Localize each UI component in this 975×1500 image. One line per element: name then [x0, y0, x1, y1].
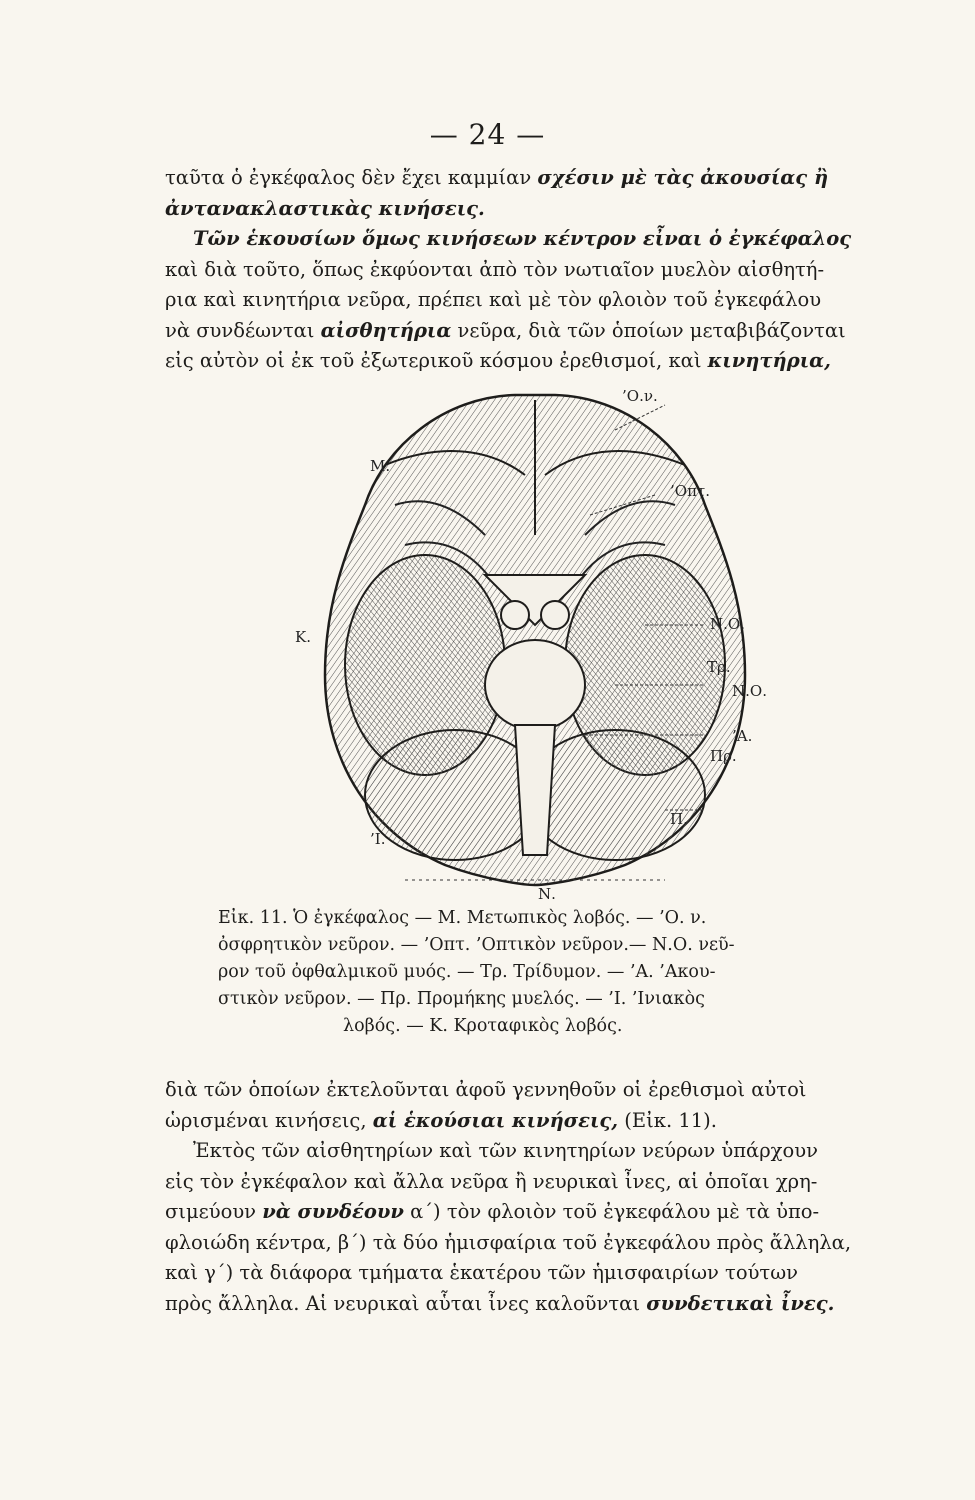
text-span: (Εἰκ. 11). [618, 1108, 717, 1132]
text-span: ταῦτα ὁ ἐγκέφαλος δὲν ἔχει καμμίαν [165, 166, 538, 189]
mammillary-body-left [501, 601, 529, 629]
paragraph-bottom [165, 1075, 895, 1319]
label-pr: Πρ. [710, 747, 737, 765]
brain-illustration [285, 385, 785, 910]
text-line [165, 194, 895, 225]
emphasis-text: κινητήρια, [707, 349, 831, 372]
text-line: φλοιώδη κέντρα, β΄) τὰ δύο ἡμισφαίρια τοῦ ἐγκεφάλου πρὸς ἄλληλα, [165, 1230, 852, 1254]
emphasis-text: νὰ συνδέουν [262, 1200, 404, 1223]
caption-line: ρον τοῦ ὀφθαλμικοῦ μυός. — Τρ. Τρίδυμον. — ’Α. ’Ακου- [218, 962, 716, 982]
text-line [165, 163, 895, 194]
caption-line: ὀσφρητικὸν νεῦρον. — ’Οπτ. ’Οπτικὸν νεῦρον.— Ν.Ο. νεῦ- [218, 935, 735, 955]
text-line [165, 346, 895, 377]
text-line [165, 1289, 895, 1320]
text-line [165, 316, 895, 347]
text-span: ὡρισμέναι κινήσεις, [165, 1108, 373, 1132]
emphasis-text: σχέσιν μὲ τὰς ἀκουσίας ἢ [537, 166, 829, 189]
label-i: ’Ι. [370, 830, 386, 848]
text-span: σιμεύουν [165, 1200, 263, 1223]
text-line: καὶ γ΄) τὰ διάφορα τμήματα ἑκατέρου τῶν ἡμισφαιρίων τούτων [165, 1261, 798, 1284]
text-line: διὰ τῶν ὁποίων ἐκτελοῦνται ἀφοῦ γεννηθοῦν οἱ ἐρεθισμοὶ αὐτοὶ [165, 1078, 807, 1101]
caption-line: Εἰκ. 11. Ὁ ἐγκέφαλος — Μ. Μετωπικὸς λοβός. — ’Ο. ν. [218, 908, 707, 928]
label-k: Κ. [295, 628, 311, 646]
label-n: Ν. [538, 885, 556, 903]
text-span: νεῦρα, διὰ τῶν ὁποίων μεταβιβάζονται [451, 318, 846, 342]
label-no-1: Ν.Ο. [710, 615, 745, 633]
label-m: Μ. [370, 457, 391, 475]
text-line [165, 1197, 895, 1228]
text-line [165, 224, 895, 255]
emphasis-text: αἰσθητήρια [320, 318, 452, 342]
figure-caption [218, 905, 818, 1040]
paragraph-top [165, 163, 895, 377]
text-span: α΄) τὸν φλοιὸν τοῦ ἐγκεφάλου μὲ τὰ ὑπο- [403, 1200, 820, 1223]
emphasis-text: αἱ ἑκούσιαι κινήσεις, [372, 1108, 619, 1132]
mammillary-body-right [541, 601, 569, 629]
text-line: καὶ διὰ τοῦτο, ὅπως ἐκφύονται ἀπὸ τὸν νωτιαῖον μυελὸν αἰσθητή- [165, 257, 825, 281]
emphasis-text: Τῶν ἑκουσίων ὅμως κινήσεων κέντρον εἶναι ὁ ἐγκέφαλος [193, 227, 852, 250]
label-opt: ’Οπτ. [670, 482, 710, 500]
text-span: νὰ συνδέωνται [165, 318, 321, 342]
text-line [165, 1106, 895, 1137]
label-a: ’Α. [732, 727, 753, 745]
page-number: — 24 — [429, 118, 546, 151]
emphasis-text: ἀντανακλαστικὰς κινήσεις. [165, 196, 485, 220]
text-span: εἰς αὐτὸν οἱ ἐκ τοῦ ἐξωτερικοῦ κόσμου ἐρεθισμοί, καὶ [165, 349, 708, 372]
text-span: πρὸς ἄλληλα. Αἱ νευρικαὶ αὗται ἶνες καλοῦνται [165, 1291, 647, 1315]
label-ov: ’Ο.ν. [622, 387, 658, 405]
text-line: Ἐκτὸς τῶν αἰσθητηρίων καὶ τῶν κινητηρίων νεύρων ὑπάρχουν [193, 1139, 818, 1162]
label-p: Π. [670, 810, 688, 828]
caption-line: στικὸν νεῦρον. — Πρ. Προμήκης μυελός. — ’Ι. ’Ινιακὸς [218, 989, 705, 1009]
brain-figure [285, 385, 785, 910]
text-line: εἰς τὸν ἐγκέφαλον καὶ ἄλλα νεῦρα ἢ νευρικαὶ ἶνες, αἱ ὁποῖαι χρη- [165, 1169, 818, 1193]
text-line: ρια καὶ κινητήρια νεῦρα, πρέπει καὶ μὲ τὸν φλοιὸν τοῦ ἐγκεφάλου [165, 288, 822, 311]
medulla [515, 725, 555, 855]
caption-line: λοβός. — Κ. Κροταφικὸς λοβός. [343, 1016, 623, 1036]
label-tr: Τρ. [707, 658, 731, 676]
emphasis-text: συνδετικαὶ ἶνες. [646, 1291, 835, 1315]
pons [485, 640, 585, 730]
label-no-2: Ν.Ο. [732, 682, 767, 700]
